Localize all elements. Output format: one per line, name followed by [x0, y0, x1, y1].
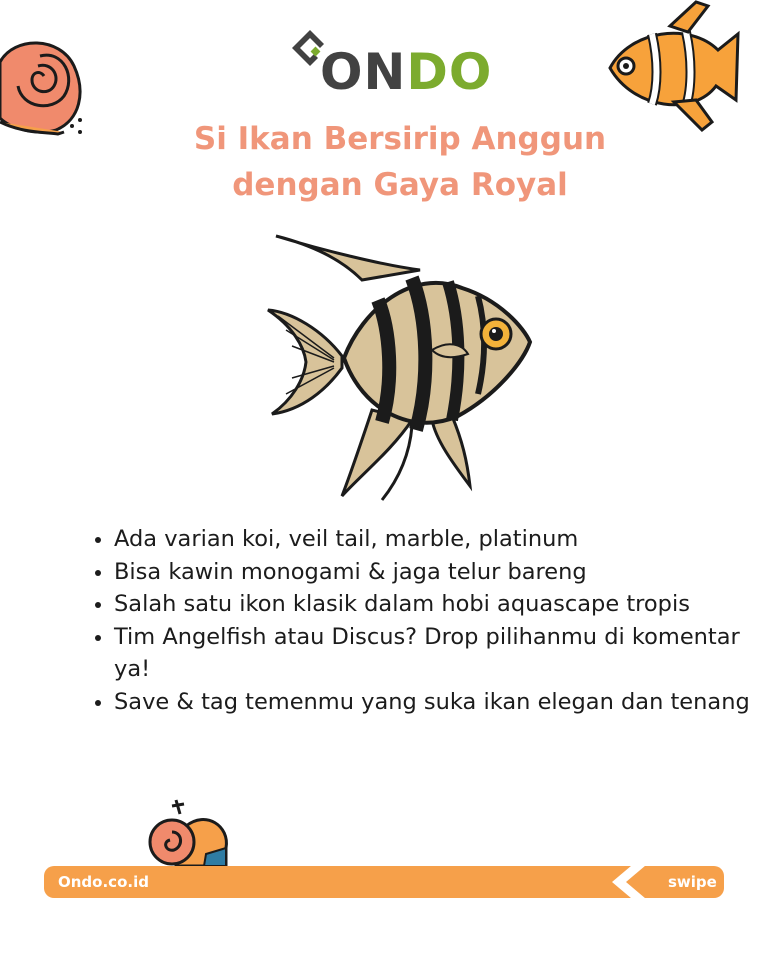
website-link[interactable]: Ondo.co.id [58, 873, 149, 891]
swipe-button[interactable]: swipe [668, 873, 717, 891]
feature-list [78, 523, 754, 718]
logo-wordmark [320, 44, 492, 100]
snail-peek-icon [146, 796, 232, 868]
angelfish-illustration [262, 230, 542, 505]
title-line-1: Si Ikan Bersirip Anggun [193, 121, 607, 157]
chevron-left-icon [612, 860, 652, 904]
list-item: • Tim Angelfish atau Discus? Drop pilihanmu di komentar ya! [114, 621, 754, 686]
ondo-logo [288, 24, 493, 101]
list-item: • Salah satu ikon klasik dalam hobi aquascape tropis [114, 588, 754, 621]
page-title [60, 116, 740, 208]
list-item: • Bisa kawin monogami & jaga telur bareng [114, 556, 754, 589]
logo-text-green: DO [406, 43, 493, 101]
list-item: • Save & tag temenmu yang suka ikan elegan dan tenang [114, 686, 754, 719]
logo-text-dark: ON [320, 43, 407, 101]
list-item: • Ada varian koi, veil tail, marble, platinum [114, 523, 754, 556]
footer-bar [44, 866, 724, 898]
title-line-2: dengan Gaya Royal [232, 167, 568, 203]
